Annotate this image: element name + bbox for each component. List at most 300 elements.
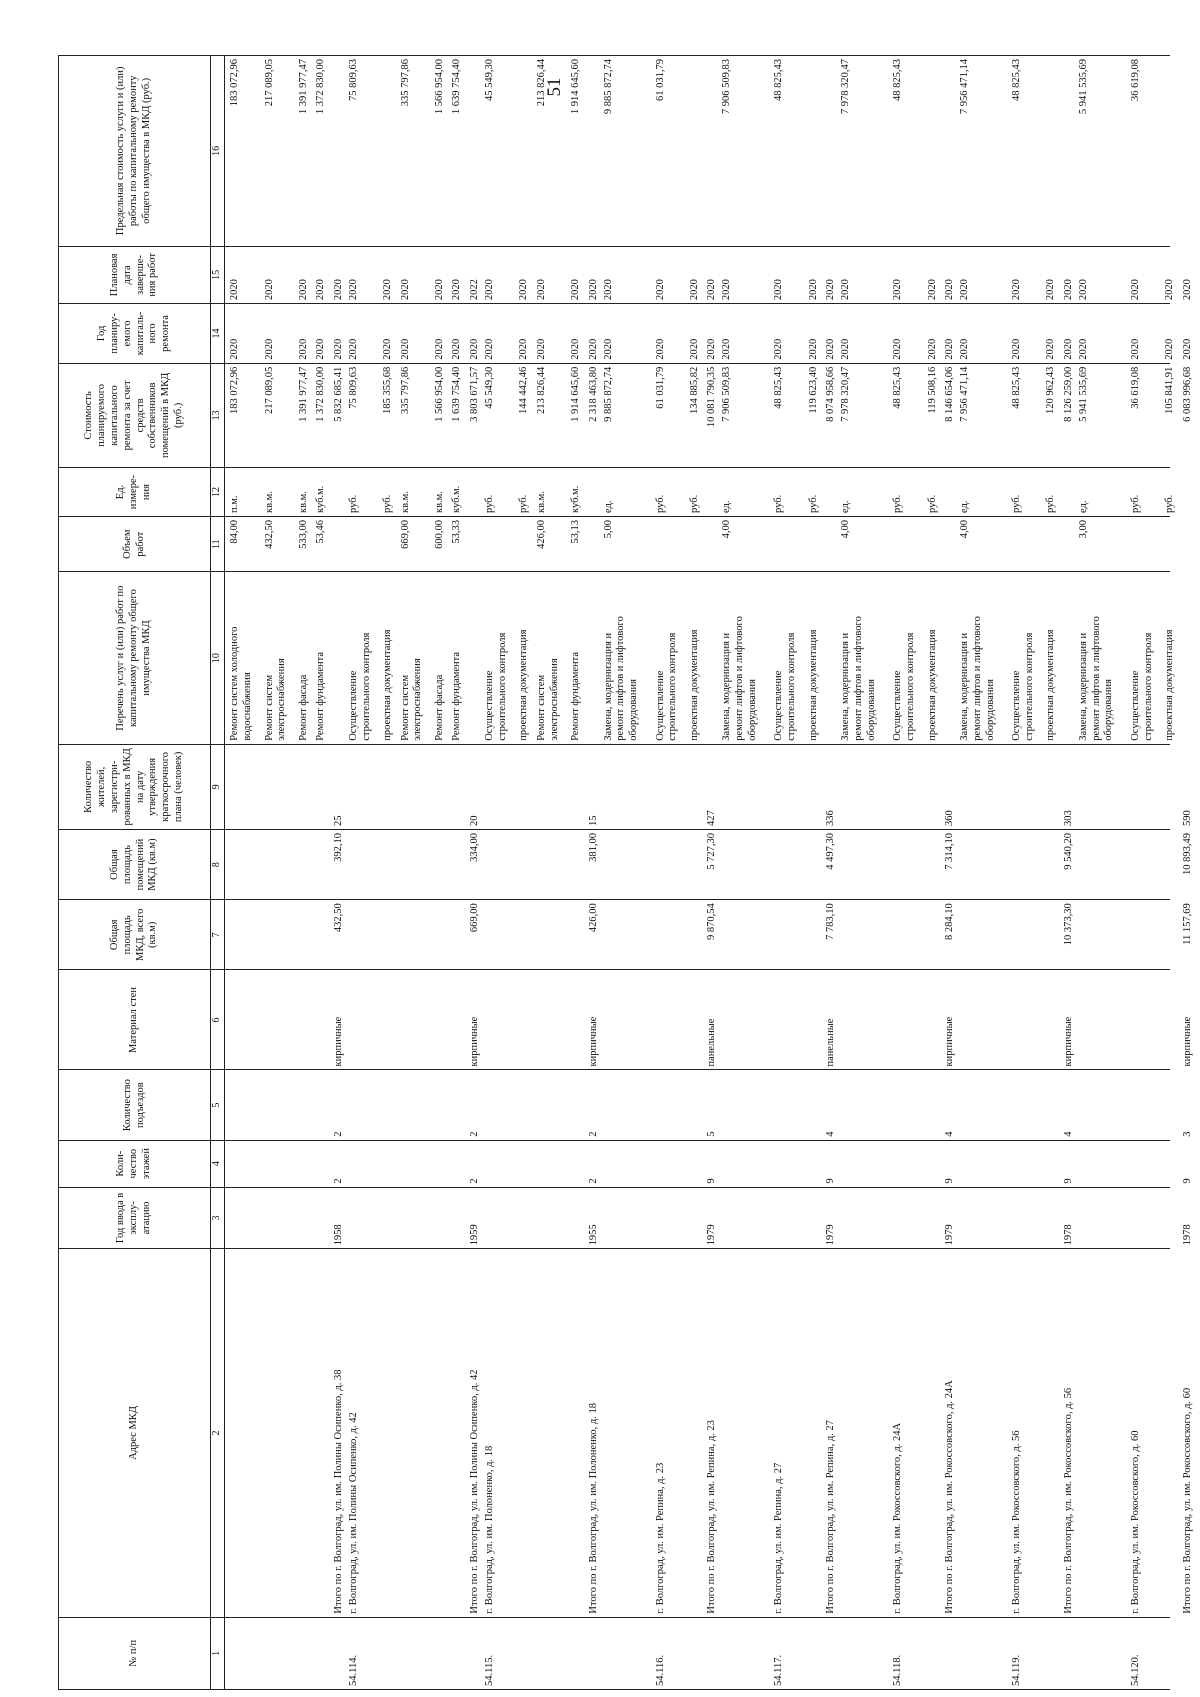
cell-text: 1959: [468, 1224, 480, 1246]
body-column-volume: [225, 517, 1171, 572]
header-cell: Количество жителей, зарегистри-рованных в МКД на дату утверждения краткосрочного плана (человек): [59, 744, 211, 829]
cell-text: 48 825,43: [892, 59, 904, 101]
cell-text: 2020: [535, 279, 547, 301]
body-column-plan-year: [225, 304, 1193, 364]
cell-text: 10 081 790,35: [706, 366, 718, 428]
cell-text: 7 978 320,47: [840, 59, 852, 115]
cell-text: проектная документация: [807, 629, 819, 741]
cell-text: руб.: [689, 494, 701, 513]
cell-text: 1 914 645,60: [570, 59, 582, 115]
cell-text: 5 832 685,41: [332, 366, 344, 422]
cell-text: Итого по г. Волгоград, ул. им. Полины Осипенко, д. 38: [332, 1369, 344, 1614]
cell-text: 54.114.: [347, 1654, 359, 1686]
column-number: 3: [211, 1187, 225, 1249]
cell-text: кирпичные: [587, 1016, 599, 1067]
cell-text: 10 373,30: [1062, 903, 1074, 946]
cell-text: 2020: [825, 279, 837, 301]
cell-text: Осуществление строительного контроля: [892, 632, 916, 741]
cell-text: 2020: [807, 338, 819, 360]
column-number: 5: [211, 1070, 225, 1140]
cell-text: 2020: [943, 338, 955, 360]
cell-text: руб.: [1010, 494, 1022, 513]
cell-text: 45 549,30: [483, 59, 495, 101]
cell-text: 25: [332, 815, 344, 826]
cell-text: куб.м.: [451, 485, 463, 513]
cell-text: 2020: [347, 279, 359, 301]
cell-text: Ремонт систем холодного водоснабжения: [229, 626, 253, 741]
header-row: [59, 56, 211, 1690]
cell-text: проектная документация: [518, 629, 530, 741]
cell-text: руб.: [807, 494, 819, 513]
cell-text: 1979: [706, 1224, 718, 1246]
cell-text: г. Волгоград, ул. им. Полины Осипенко, д. 42: [347, 1412, 359, 1614]
cell-text: 48 825,43: [1010, 59, 1022, 101]
cell-text: 2: [332, 1178, 344, 1184]
cell-text: 8 146 654,06: [943, 366, 955, 422]
cell-text: панельные: [706, 1018, 718, 1067]
cell-text: Ремонт фасада: [298, 674, 310, 741]
cell-text: 48 825,43: [892, 366, 904, 409]
cell-text: 84,00: [229, 520, 240, 544]
cell-text: Итого по г. Волгоград, ул. им. Полоненко, д. 18: [587, 1403, 599, 1614]
body-column-year: [225, 1187, 1193, 1249]
cell-text: 426,00: [587, 903, 599, 933]
cell-text: 2020: [721, 279, 733, 301]
cell-text: руб.: [518, 494, 530, 513]
cell-text: 2020: [825, 338, 837, 360]
cell-text: 4,00: [959, 520, 971, 539]
cell-text: руб.: [773, 494, 785, 513]
cell-text: 381,00: [587, 832, 599, 862]
cell-text: 48 825,43: [1010, 366, 1022, 409]
cell-text: кв.м.: [535, 491, 547, 513]
cell-text: 5 941 535,69: [1077, 366, 1089, 422]
cell-text: 2020: [706, 338, 718, 360]
body-column-premises-area: [225, 829, 1193, 899]
cell-text: 54.115.: [483, 1654, 495, 1686]
cell-text: 335 797,86: [399, 366, 411, 414]
page-number: 51: [544, 77, 565, 97]
body-column-works: [225, 572, 1176, 744]
cell-text: Итого по г. Волгоград, ул. им. Рокоссовского, д. 24А: [943, 1380, 955, 1614]
cell-text: 2020: [1129, 279, 1141, 301]
cell-text: 217 089,05: [263, 366, 275, 414]
cell-text: 7 956 471,14: [959, 59, 971, 115]
cell-text: 4,00: [721, 520, 733, 539]
cell-text: 2020: [840, 338, 852, 360]
cell-text: Замена, модернизация и ремонт лифтов и лифтового оборудования: [721, 616, 759, 741]
cell-text: проектная документация: [382, 629, 394, 741]
cell-text: 2020: [587, 279, 599, 301]
header-cell: Ед. измере-ния: [59, 468, 211, 517]
body-column-total-area: [225, 900, 1193, 970]
cell-text: 2: [332, 1131, 344, 1137]
cell-text: 36 619,08: [1129, 59, 1141, 101]
cell-text: п.м.: [229, 495, 240, 513]
cell-text: 9: [943, 1178, 955, 1184]
cell-text: 1 391 977,47: [298, 59, 310, 115]
cell-text: 75 809,63: [347, 366, 359, 409]
cell-text: 2020: [263, 279, 275, 301]
cell-text: 1 566 954,00: [434, 59, 446, 115]
body-column-cost: [225, 363, 1193, 467]
cell-text: 185 355,68: [382, 366, 394, 414]
cell-text: 2020: [926, 338, 938, 360]
cell-text: Ремонт фундамента: [570, 651, 582, 741]
cell-text: 11 157,69: [1181, 903, 1193, 945]
cell-text: 2020: [347, 338, 359, 360]
cell-text: 2020: [535, 338, 547, 360]
cell-text: 5,00: [602, 520, 614, 539]
cell-text: 2020: [587, 338, 599, 360]
cell-text: 48 825,43: [773, 366, 785, 409]
cell-text: 2020: [483, 279, 495, 301]
cell-text: куб.м.: [315, 485, 327, 513]
cell-text: 2020: [1045, 279, 1057, 301]
cell-text: 2020: [434, 338, 446, 360]
column-number: 1: [211, 1617, 225, 1689]
cell-text: 2020: [773, 279, 785, 301]
cell-text: 2020: [315, 279, 327, 301]
body-column-unit: [225, 468, 1176, 517]
cell-text: руб.: [654, 494, 666, 513]
cell-text: 2020: [263, 338, 275, 360]
cell-text: 2020: [706, 279, 718, 301]
cell-text: Замена, модернизация и ремонт лифтов и лифтового оборудования: [840, 616, 877, 741]
cell-text: г. Волгоград, ул. им. Рокоссовского, д. 56: [1010, 1430, 1022, 1614]
header-cell: Перечень услуг и (или) работ по капитальному ремонту общего имущества МКД: [59, 572, 211, 744]
cell-text: 1978: [1181, 1224, 1193, 1246]
cell-text: Ремонт фасада: [434, 674, 446, 741]
cell-text: 2020: [399, 279, 411, 301]
body-column-floors: [225, 1140, 1193, 1187]
body-column-entrances: [225, 1070, 1193, 1140]
cell-text: 54.119.: [1010, 1654, 1022, 1686]
cell-text: 61 031,79: [654, 366, 666, 409]
cell-text: Итого по г. Волгоград, ул. им. Рокоссовского, д. 56: [1062, 1387, 1074, 1614]
cell-text: руб.: [926, 494, 938, 513]
cell-text: 53,33: [451, 520, 463, 544]
cell-text: Осуществление строительного контроля: [1129, 632, 1154, 741]
header-cell: Объем работ: [59, 517, 211, 572]
cell-text: 1979: [943, 1224, 955, 1246]
cell-text: 2020: [1062, 338, 1074, 360]
cell-text: 2020: [451, 279, 463, 301]
cell-text: 336: [825, 810, 837, 826]
column-number: 2: [211, 1249, 225, 1617]
cell-text: 2020: [483, 338, 495, 360]
cell-text: ед.: [840, 500, 852, 513]
body-column-address: [225, 1249, 1193, 1617]
column-number: 11: [211, 517, 225, 572]
cell-text: Осуществление строительного контроля: [483, 632, 508, 741]
cell-text: Осуществление строительного контроля: [773, 632, 798, 741]
cell-text: 2020: [602, 338, 614, 360]
cell-text: 54.118.: [892, 1654, 904, 1686]
body-column-residents: [225, 744, 1193, 829]
header-cell: Предельная стоимость услуги и (или) работы по капитальному ремонту общего имущества в МКД (руб.): [59, 56, 211, 247]
cell-text: Замена, модернизация и ремонт лифтов и лифтового оборудования: [959, 616, 996, 741]
cell-text: руб.: [1045, 494, 1057, 513]
cell-text: 4: [1062, 1131, 1074, 1137]
cell-text: 2020: [840, 279, 852, 301]
cell-text: Ремонт фундамента: [315, 651, 327, 741]
cell-text: 7 906 509,83: [721, 366, 733, 422]
cell-text: 144 442,46: [518, 366, 530, 414]
cell-text: 4: [825, 1131, 837, 1137]
cell-text: 9: [1062, 1178, 1074, 1184]
column-number: 10: [211, 572, 225, 744]
table-body-row: [225, 56, 1171, 1690]
cell-text: 48 825,43: [773, 59, 785, 101]
cell-text: 2020: [332, 279, 344, 301]
cell-text: 3 803 671,57: [468, 366, 480, 422]
header-cell: Общая площадь помещений МКД (кв.м): [59, 829, 211, 899]
cell-text: 2020: [892, 279, 904, 301]
cell-text: 2020: [1181, 338, 1193, 360]
cell-text: 119 508,16: [926, 366, 938, 414]
cell-text: 3,00: [1077, 520, 1089, 539]
cell-text: 36 619,08: [1129, 366, 1141, 409]
cell-text: 3: [1181, 1131, 1193, 1137]
header-cell: Стоимость планируемого капитального ремонта за счет средств собственников помещений в МКД (руб.): [59, 363, 211, 467]
header-cell: Материал стен: [59, 970, 211, 1070]
header-cell: Адрес МКД: [59, 1249, 211, 1617]
cell-text: 105 841,91: [1164, 366, 1176, 414]
cell-text: 1958: [332, 1224, 344, 1246]
column-number: 8: [211, 829, 225, 899]
header-cell: Плановая дата заверше-ния работ: [59, 246, 211, 303]
cell-text: кв.м.: [434, 491, 446, 513]
cell-text: 335 797,86: [399, 59, 411, 107]
cell-text: 2020: [1181, 279, 1193, 301]
cell-text: 392,10: [332, 832, 344, 862]
cell-text: 2020: [959, 338, 971, 360]
cell-text: руб.: [1129, 494, 1141, 513]
cell-text: ед.: [602, 500, 614, 513]
cell-text: руб.: [382, 494, 394, 513]
cell-text: 1 639 754,40: [451, 366, 463, 422]
cell-text: 217 089,05: [263, 59, 275, 107]
cell-text: 432,50: [263, 520, 275, 549]
cell-text: 2020: [654, 279, 666, 301]
rotated-table-container: [58, 55, 1193, 1690]
cell-text: кирпичные: [943, 1016, 955, 1067]
cell-text: Ремонт фундамента: [451, 651, 463, 741]
cell-text: 2020: [229, 338, 240, 360]
cell-text: 360: [943, 810, 955, 826]
cell-text: 2020: [332, 338, 344, 360]
cell-text: 334,00: [468, 832, 480, 862]
column-number: 4: [211, 1140, 225, 1187]
cell-text: 2: [468, 1178, 480, 1184]
cell-text: 2020: [298, 338, 310, 360]
cell-text: 61 031,79: [654, 59, 666, 101]
cell-text: 2020: [807, 279, 819, 301]
cell-text: 2020: [518, 279, 530, 301]
cell-text: 2020: [570, 338, 582, 360]
cell-text: 54.117.: [773, 1654, 785, 1686]
cell-text: 2020: [1164, 279, 1176, 301]
cell-text: 2020: [451, 338, 463, 360]
cell-text: 9 885 872,74: [602, 59, 614, 115]
cell-text: руб.: [483, 494, 495, 513]
cell-text: ед.: [959, 500, 971, 513]
cell-text: 2020: [773, 338, 785, 360]
cell-text: 2020: [382, 279, 394, 301]
header-cell: Коли-чество этажей: [59, 1140, 211, 1187]
cell-text: Итого по г. Волгоград, ул. им. Репина, д. 27: [825, 1420, 837, 1614]
cell-text: 2: [587, 1178, 599, 1184]
cell-text: 8 074 958,66: [825, 366, 837, 422]
cell-text: Ремонт систем электроснабжения: [535, 658, 560, 741]
cell-text: г. Волгоград, ул. им. Полоненко, д. 18: [483, 1445, 495, 1614]
cell-text: 7 906 509,83: [721, 59, 733, 115]
cell-text: 6 083 996,68: [1181, 366, 1193, 422]
cell-text: 2020: [721, 338, 733, 360]
cell-text: 20: [468, 815, 480, 826]
cell-text: 7 978 320,47: [840, 366, 852, 422]
cell-text: 1 372 830,00: [315, 366, 327, 422]
cell-text: 2020: [943, 279, 955, 301]
cell-text: 1 566 954,00: [434, 366, 446, 422]
cell-text: 590: [1181, 810, 1193, 826]
cell-text: 2 318 463,80: [587, 366, 599, 422]
cell-text: 1 372 830,00: [315, 59, 327, 115]
cell-text: 1979: [825, 1224, 837, 1246]
cell-text: 2020: [1077, 338, 1089, 360]
cell-text: г. Волгоград, ул. им. Репина, д. 27: [773, 1462, 785, 1614]
cell-text: 2020: [315, 338, 327, 360]
cell-text: 2022: [468, 279, 480, 301]
cell-text: 1955: [587, 1224, 599, 1246]
cell-text: 2020: [1045, 338, 1057, 360]
cell-text: Итого по г. Волгоград, ул. им. Репина, д. 23: [706, 1420, 718, 1614]
cell-text: 2020: [1010, 338, 1022, 360]
cell-text: Замена, модернизация и ремонт лифтов и лифтового оборудования: [602, 616, 640, 741]
cell-text: 2: [587, 1131, 599, 1137]
cell-text: 1 914 645,60: [570, 366, 582, 422]
cell-text: 9 540,20: [1062, 832, 1074, 870]
cell-text: проектная документация: [1045, 629, 1057, 741]
cell-text: 600,00: [434, 520, 446, 549]
header-cell: Общая площадь МКД, всего (кв.м): [59, 900, 211, 970]
body-column-max-cost: [225, 56, 1171, 247]
cell-text: 432,50: [332, 903, 344, 933]
cell-text: 15: [587, 815, 599, 826]
cell-text: 53,46: [315, 520, 327, 544]
cell-text: 4 497,30: [825, 832, 837, 870]
cell-text: 53,13: [570, 520, 582, 544]
cell-text: 45 549,30: [483, 366, 495, 409]
cell-text: 213 826,44: [535, 366, 547, 414]
cell-text: ед.: [1077, 500, 1089, 513]
cell-text: проектная документация: [689, 629, 701, 741]
cell-text: 120 962,43: [1045, 366, 1057, 414]
cell-text: куб.м.: [570, 485, 582, 513]
cell-text: 8 126 259,00: [1062, 366, 1074, 422]
cell-text: Замена, модернизация и ремонт лифтов и лифтового оборудования: [1077, 616, 1115, 741]
cell-text: 2020: [1077, 279, 1089, 301]
cell-text: 54.120.: [1129, 1654, 1141, 1686]
cell-text: Итого по г. Волгоград, ул. им. Рокоссовского, д. 60: [1181, 1387, 1193, 1614]
cell-text: 427: [706, 810, 718, 826]
cell-text: 5 727,30: [706, 832, 718, 870]
cell-text: 2020: [1062, 279, 1074, 301]
column-number: 13: [211, 363, 225, 467]
column-number: 7: [211, 900, 225, 970]
cell-text: кв.м.: [263, 491, 275, 513]
cell-text: 2020: [602, 279, 614, 301]
cell-text: 2020: [689, 338, 701, 360]
cell-text: 5 941 535,69: [1077, 59, 1089, 115]
cell-text: руб.: [1164, 494, 1176, 513]
cell-text: Осуществление строительного контроля: [654, 632, 679, 741]
cell-text: 2020: [229, 279, 240, 301]
cell-text: 2020: [434, 279, 446, 301]
cell-text: 303: [1062, 810, 1074, 826]
cell-text: кирпичные: [468, 1016, 480, 1067]
cell-text: руб.: [347, 494, 359, 513]
cell-text: 9 885 872,74: [602, 366, 614, 422]
cell-text: 2020: [399, 338, 411, 360]
cell-text: 2020: [689, 279, 701, 301]
cell-text: 2020: [1010, 279, 1022, 301]
cell-text: кв.м.: [298, 491, 310, 513]
cell-text: 7 956 471,14: [959, 366, 971, 422]
cell-text: 1978: [1062, 1224, 1074, 1246]
cell-text: 426,00: [535, 520, 547, 549]
cell-text: Осуществление строительного контроля: [1010, 632, 1035, 741]
cell-text: кв.м.: [399, 491, 411, 513]
header-cell: Год планиру-емого капиталь-ного ремонта: [59, 304, 211, 364]
cell-text: 8 284,10: [943, 903, 955, 940]
cell-text: Итого по г. Волгоград, ул. им. Полины Осипенко, д. 42: [468, 1369, 480, 1614]
cell-text: 2: [468, 1131, 480, 1137]
cell-text: 119 623,40: [807, 366, 819, 414]
cell-text: 183 072,96: [229, 59, 240, 107]
cell-text: 669,00: [399, 520, 411, 549]
cell-text: 2020: [892, 338, 904, 360]
cell-text: 213 826,44: [535, 59, 547, 107]
cell-text: 2020: [570, 279, 582, 301]
cell-text: 75 809,63: [347, 59, 359, 101]
cell-text: панельные: [825, 1018, 837, 1067]
cell-text: 2020: [654, 338, 666, 360]
cell-text: 10 893,49: [1181, 832, 1193, 875]
cell-text: Ремонт систем электроснабжения: [399, 658, 424, 741]
cell-text: 2020: [518, 338, 530, 360]
header-cell: Количество подъездов: [59, 1070, 211, 1140]
header-cell: Год ввода в эксплу-атацию: [59, 1187, 211, 1249]
cell-text: 7 783,10: [825, 903, 837, 940]
cell-text: кирпичные: [1062, 1016, 1074, 1067]
cell-text: кирпичные: [1181, 1016, 1193, 1067]
cell-text: 1 639 754,40: [451, 59, 463, 115]
cell-text: проектная документация: [926, 629, 938, 741]
cell-text: г. Волгоград, ул. им. Рокоссовского, д. 60: [1129, 1430, 1141, 1614]
cell-text: 4,00: [840, 520, 852, 539]
column-number: 9: [211, 744, 225, 829]
cell-text: 9 870,54: [706, 903, 718, 940]
cell-text: 134 885,82: [689, 366, 701, 414]
cell-text: 183 072,96: [229, 366, 240, 414]
column-number: 16: [211, 56, 225, 247]
cell-text: г. Волгоград, ул. им. Рокоссовского, д. 24А: [892, 1422, 904, 1614]
cell-text: кирпичные: [332, 1016, 344, 1067]
cell-text: 2020: [959, 279, 971, 301]
column-number: 15: [211, 246, 225, 303]
